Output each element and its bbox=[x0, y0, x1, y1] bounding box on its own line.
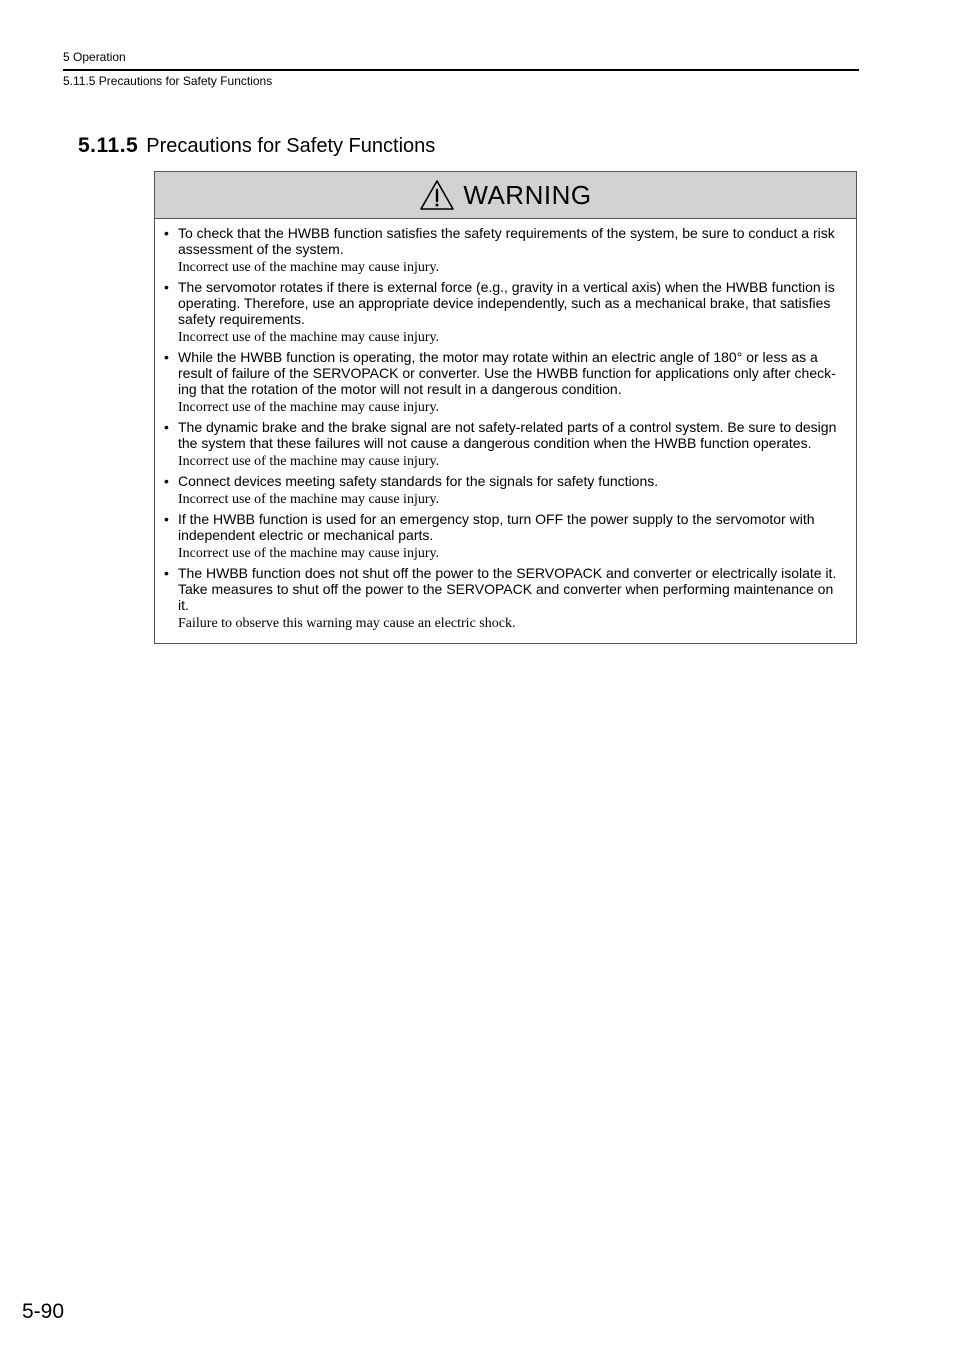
warning-item-text: While the HWBB function is operating, the motor may rotate within an electric angle of 180° or less as a result of failure of the SERVOPACK or converter. Use the HWBB function for applications only after check-ing that the rotation of the motor will not result in a dangerous condition. bbox=[178, 349, 836, 397]
running-header-chapter: 5 Operation bbox=[63, 50, 126, 64]
bullet: • bbox=[164, 279, 169, 295]
warning-item bbox=[164, 349, 848, 416]
warning-list bbox=[155, 219, 856, 643]
warning-item bbox=[164, 279, 848, 346]
section-number: 5.11.5 bbox=[78, 134, 139, 157]
warning-item-consequence: Incorrect use of the machine may cause injury. bbox=[178, 546, 440, 561]
bullet: • bbox=[164, 473, 169, 489]
running-header-section: 5.11.5 Precautions for Safety Functions bbox=[63, 74, 273, 88]
warning-item-text: If the HWBB function is used for an emergency stop, turn OFF the power supply to the servomotor with independent electric or mechanical parts. bbox=[178, 511, 815, 543]
warning-header bbox=[155, 172, 856, 219]
warning-item-text: Connect devices meeting safety standards for the signals for safety functions. bbox=[178, 473, 659, 489]
header-rule bbox=[63, 69, 859, 71]
page-number: 5-90 bbox=[22, 1300, 65, 1323]
warning-item-text: The dynamic brake and the brake signal are not safety-related parts of a control system. Be sure to design the system that these failures will not cause a dangerous condition when the HWBB function operates. bbox=[178, 419, 837, 451]
bullet: • bbox=[164, 419, 169, 435]
warning-item-consequence: Incorrect use of the machine may cause injury. bbox=[178, 454, 440, 469]
warning-item bbox=[164, 511, 848, 562]
bullet: • bbox=[164, 511, 169, 527]
warning-box bbox=[154, 171, 857, 644]
warning-item-consequence: Incorrect use of the machine may cause injury. bbox=[178, 260, 440, 275]
warning-item-consequence: Incorrect use of the machine may cause injury. bbox=[178, 400, 440, 415]
section-heading bbox=[78, 134, 435, 158]
section-title: Precautions for Safety Functions bbox=[146, 135, 436, 157]
bullet: • bbox=[164, 565, 169, 581]
warning-item-consequence: Failure to observe this warning may cause an electric shock. bbox=[178, 616, 516, 631]
warning-item-consequence: Incorrect use of the machine may cause injury. bbox=[178, 492, 440, 507]
warning-item-text: To check that the HWBB function satisfies the safety requirements of the system, be sure to conduct a risk assessment of the system. bbox=[178, 225, 835, 257]
warning-item bbox=[164, 419, 848, 470]
warning-item-text: The servomotor rotates if there is external force (e.g., gravity in a vertical axis) when the HWBB function is operating. Therefore, use an appropriate device independently, such as a mechanical brake, that satisfies safety requirements. bbox=[178, 279, 835, 327]
bullet: • bbox=[164, 349, 169, 365]
bullet: • bbox=[164, 225, 169, 241]
warning-title: WARNING bbox=[463, 179, 592, 210]
warning-item bbox=[164, 565, 848, 632]
warning-triangle-icon bbox=[419, 179, 455, 211]
warning-item-text: The HWBB function does not shut off the power to the SERVOPACK and converter or electrically isolate it. Take measures to shut off the power to the SERVOPACK and converter when performing maintenance on it. bbox=[178, 565, 837, 613]
warning-item-consequence: Incorrect use of the machine may cause injury. bbox=[178, 330, 440, 345]
warning-item bbox=[164, 225, 848, 276]
warning-item bbox=[164, 473, 848, 508]
